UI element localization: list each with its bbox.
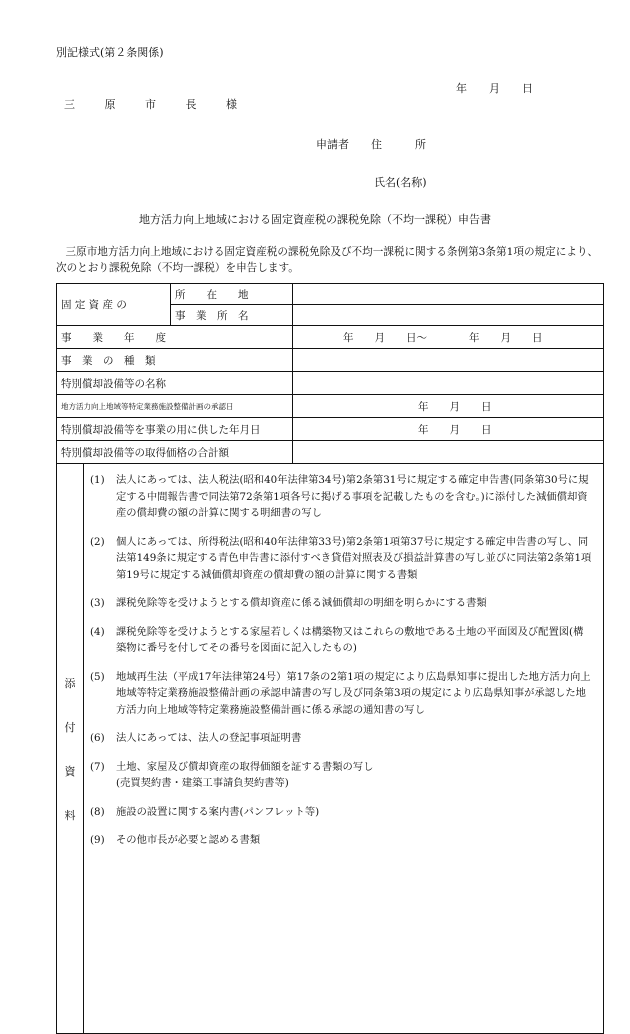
- business-year-row: [57, 326, 603, 349]
- property-label: 固 定 資 産 の: [57, 284, 171, 325]
- list-item: (1) 法人にあっては、法人税法(昭和40年法律第34号)第2条第31号に規定する確定申告書(同条第30号に規定する中間報告書で同法第72条第1項各号に掲げる事項を記載したものを含む。)に添付した減価償却資産の償却費の額の計算に関する明細書の写し: [90, 474, 589, 519]
- list-item: (6) 法人にあっては、法人の登記事項証明書: [90, 732, 302, 744]
- business-year-label: 事 業 年 度: [57, 326, 293, 348]
- equipment-name-field[interactable]: [293, 372, 603, 394]
- service-date-label: 特別償却設備等を事業の用に供した年月日: [57, 418, 293, 440]
- business-type-row: [57, 349, 603, 372]
- total-cost-field[interactable]: [293, 441, 603, 463]
- equipment-name-label: 特別償却設備等の名称: [57, 372, 293, 394]
- location-field[interactable]: [293, 284, 603, 305]
- form-label: 別記様式(第２条関係): [56, 46, 164, 59]
- business-name-label: 事 業 所 名: [175, 309, 249, 322]
- business-year-value[interactable]: 年 月 日～ 年 月 日: [343, 331, 543, 344]
- business-type-label: 事 業 の 種 類: [57, 349, 293, 371]
- list-item: (8) 施設の設置に関する案内書(パンフレット等): [90, 805, 320, 818]
- location-label: 所 在 地: [171, 284, 292, 305]
- addressee: 三 原 市 長 様: [64, 98, 250, 111]
- property-value-cell[interactable]: [293, 284, 603, 325]
- list-item: (7) 土地、家屋及び償却資産の取得価額を証する書類の写し (売買契約書・建築工事請負契約書等): [90, 760, 374, 789]
- equipment-name-row: [57, 372, 603, 395]
- list-item: (5) 地域再生法（平成17年法律第24号）第17条の2第1項の規定により広島県知事に提出した地方活力向上地域等特定業務施設整備計画の承認申請書の写し及び同条第3項の規定により広島県知事が承認した地方活力向上地域等特定業務施設整備計画に係る承認の通知書の写し: [90, 670, 591, 716]
- applicant-address-label: 申請者 住 所: [316, 138, 426, 151]
- application-table: [56, 283, 604, 1034]
- plan-approval-label: 地方活力向上地域等特定業務施設整備計画の承認日: [57, 395, 293, 417]
- attachments-label: 添 付 資 料: [57, 464, 84, 1033]
- property-sub-labels: [171, 284, 293, 325]
- service-date-value[interactable]: 年 月 日: [418, 423, 492, 436]
- date-line: 年 月 日: [456, 82, 533, 95]
- document-title: 地方活力向上地域における固定資産税の課税免除（不均一課税）申告書: [139, 213, 491, 226]
- applicant-name-label: 氏名(名称): [374, 176, 427, 189]
- business-name-field[interactable]: [293, 305, 603, 325]
- list-item: (3) 課税免除等を受けようとする償却資産に係る減価償却の明細を明らかにする書類: [90, 597, 487, 609]
- list-item: (4) 課税免除等を受けようとする家屋若しくは構築物又はこれらの敷地である土地の平面図及び配置図(構築物に番号を付してその番号を図面に記入したもの): [90, 625, 584, 654]
- total-cost-label: 特別償却設備等の取得価格の合計額: [57, 441, 293, 463]
- total-cost-row: [57, 441, 603, 464]
- business-type-field[interactable]: [293, 349, 603, 371]
- attachments-row: [57, 464, 603, 1033]
- plan-approval-value[interactable]: 年 月 日: [418, 400, 492, 413]
- intro-paragraph: 三原市地方活力向上地域における固定資産税の課税免除及び不均一課税に関する条例第3条第1項の規定により、次のとおり課税免除（不均一課税）を申告します。: [56, 246, 599, 274]
- list-item: (2) 個人にあっては、所得税法(昭和40年法律第33号)第2条第1項第37号に規定する確定申告書の写し、同法第149条に規定する青色申告書に添付すべき貸借対照表及び損益計算書の写し並びに同法第2条第1項第19号に規定する減価償却資産の償却費の額の計算に関する書類: [90, 535, 592, 581]
- attachments-list: [84, 464, 603, 1033]
- property-row: [57, 284, 603, 326]
- plan-approval-row: [57, 395, 603, 418]
- service-date-row: [57, 418, 603, 441]
- list-item: (9) その他市長が必要と認める書類: [90, 834, 261, 846]
